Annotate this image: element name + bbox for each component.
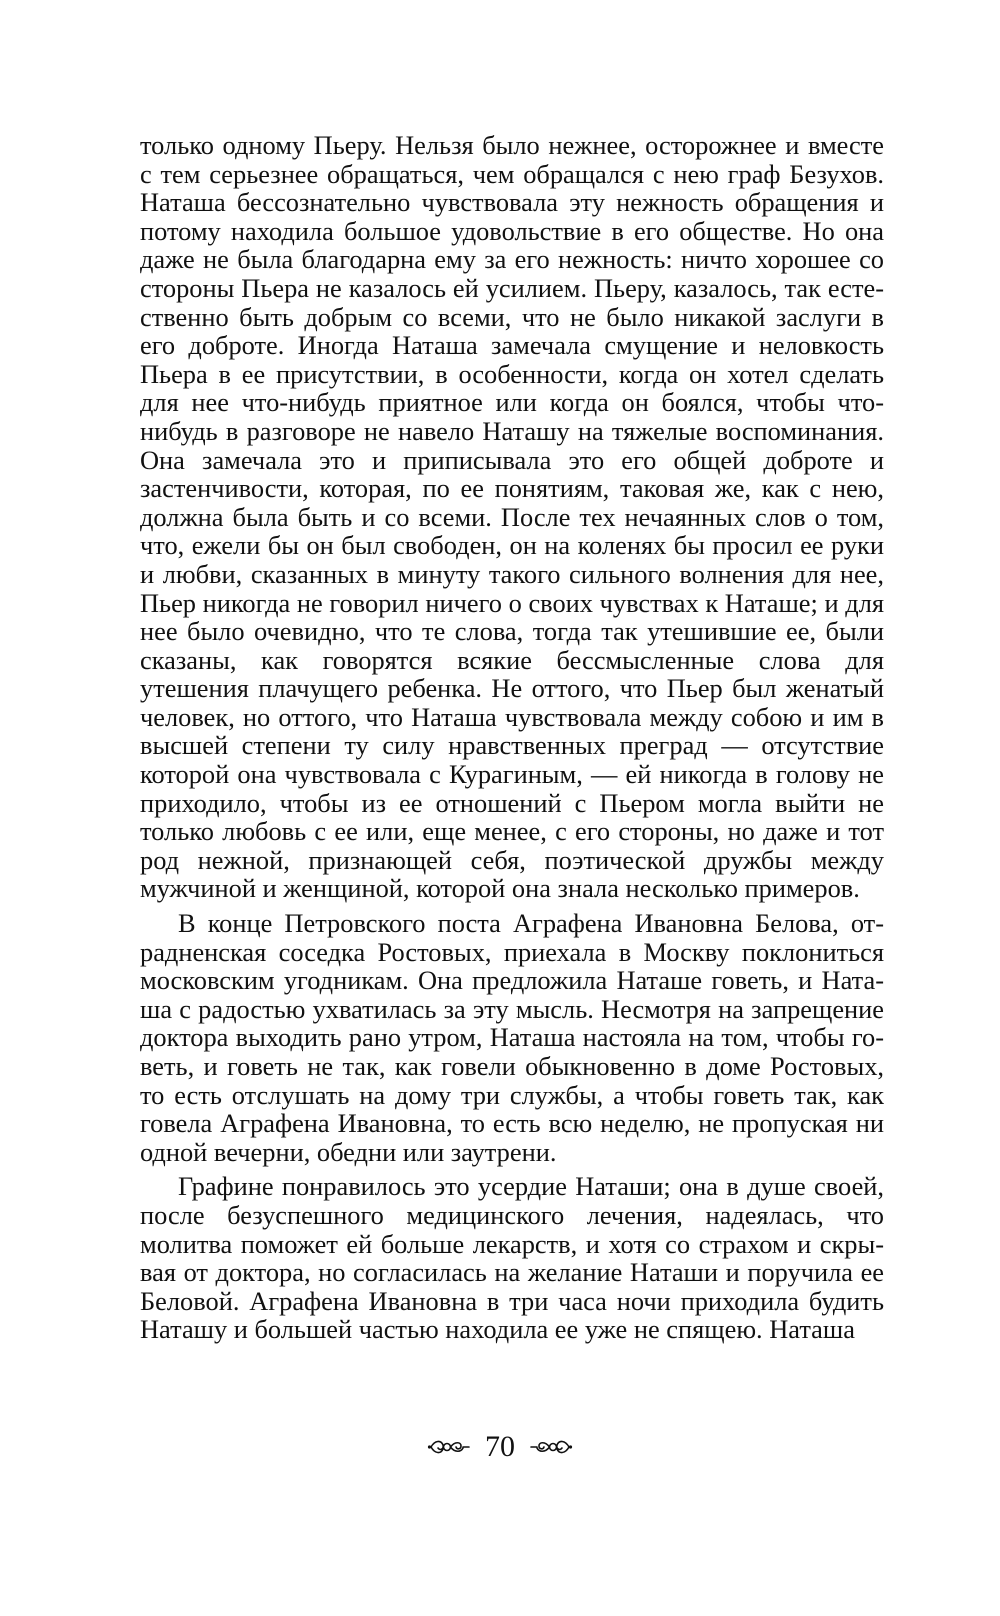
paragraph-countess: Графине понравилось это усердие Наташи; она в душе своей, после безуспешного медицинского лечения, надеялась, что молитва поможет ей больше лекарств, и хотя со страхом и скрывая от доктора, но согласилась на желание Наташи и поручила ее Беловой. Аграфена Ивановна в три часа ночи приходила будить Наташу и большей частью находила ее уже не спящею. Наташа <box>140 1171 884 1345</box>
floral-flourish-icon <box>529 1434 573 1460</box>
body-text <box>140 131 884 1344</box>
page-footer <box>0 1427 1000 1467</box>
paragraph-continued: только одному Пьеру. Нельзя было нежнее, осторожнее и вместе с тем серьезнее обращаться, чем обращался с нею граф Безухов. Наташа бессознательно чувствовала эту нежность обращения и потому находила большое удовольствие в его обществе. Но она даже не была благодарна ему за его нежность: ничто хорошее со стороны Пьера не казалось ей усилием. Пьеру, казалось, так естественно быть добрым со всеми, что не было никакой заслуги в его доброте. Иногда Наташа замечала смущение и неловкость Пьера в ее присутствии, в особенности, когда он хотел сделать для нее что-нибудь приятное или когда он боялся, чтобы что-нибудь в разговоре не навело Наташу на тяжелые воспоминания. Она замечала это и приписывала это его общей доброте и застенчивости, которая, по ее понятиям, таковая же, как с нею, должна была быть и со всеми. После тех нечаянных слов о том, что, ежели бы он был свободен, он на коленях бы просил ее руки и любви, сказанных в минуту такого сильного волнения для нее, Пьер никогда не говорил ничего о своих чувствах к Наташе; и для нее было очевидно, что те слова, тогда так утешившие ее, были сказаны, как говорятся всякие бессмысленные слова для утешения плачущего ребенка. Не оттого, что Пьер был женатый человек, но оттого, что Наташа чувствовала между собою и им в высшей степени ту силу нравственных преград — отсутствие которой она чувствовала с Курагиным, — ей никогда в голову не приходило, чтобы из ее отношений с Пьером могла выйти не только любовь с ее или, еще менее, с его стороны, но даже и тот род нежной, признающей себя, поэтической дружбы между мужчиной и женщиной, которой она знала несколько примеров. <box>140 130 884 904</box>
page-number: 70 <box>485 1430 515 1463</box>
floral-flourish-icon <box>427 1434 471 1460</box>
paragraph-belova: В конце Петровского поста Аграфена Ивановна Белова, отрадненская соседка Ростовых, приехала в Москву поклониться московским угодникам. Она предложила Наташе говеть, и Наташа с радостью ухватилась за эту мысль. Несмотря на запрещение доктора выходить рано утром, Наташа настояла на том, чтобы говеть, и говеть не так, как говели обыкновенно в доме Ростовых, то есть отслушать на дому три службы, а чтобы говеть так, как говела Аграфена Ивановна, то есть всю неделю, не пропуская ни одной вечерни, обедни или заутрени. <box>140 908 884 1167</box>
